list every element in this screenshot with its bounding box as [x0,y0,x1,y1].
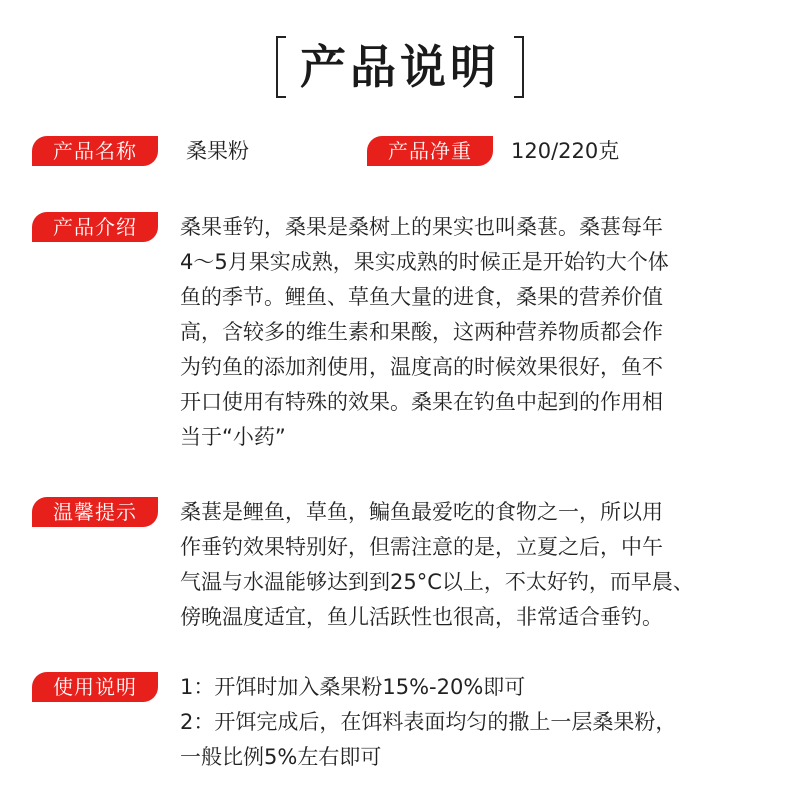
intro-line: 为钓鱼的添加剂使用，温度高的时候效果很好，鱼不 [180,355,663,379]
product-weight-badge: 产品净重 [367,136,493,166]
product-name-value: 桑果粉 [186,139,249,163]
tips-text [180,495,770,635]
tips-line: 傍晚温度适宜，鱼儿活跃性也很高，非常适合垂钓。 [180,605,663,629]
intro-line: 当于“小药” [180,425,286,449]
intro-line: 开口使用有特殊的效果。桑果在钓鱼中起到的作用相 [180,390,663,414]
product-intro-badge: 产品介绍 [32,212,158,242]
product-intro-text [180,210,770,455]
intro-line: 4～5月果实成熟，果实成熟的时候正是开始钓大个体 [180,250,669,274]
page-header [0,32,800,102]
usage-line: 1：开饵时加入桑果粉15%-20%即可 [180,675,526,699]
usage-badge: 使用说明 [32,672,158,702]
tips-badge: 温馨提示 [32,497,158,527]
title-right-bracket [514,36,524,98]
intro-line: 高，含较多的维生素和果酸，这两种营养物质都会作 [180,320,663,344]
title-left-bracket [276,36,286,98]
product-weight-value: 120/220克 [511,139,620,163]
intro-line: 桑果垂钓，桑果是桑树上的果实也叫桑葚。桑葚每年 [180,215,663,239]
usage-line: 2：开饵完成后，在饵料表面均匀的撒上一层桑果粉， [180,710,677,734]
tips-line: 桑葚是鲤鱼，草鱼，鳊鱼最爱吃的食物之一，所以用 [180,500,663,524]
tips-line: 作垂钓效果特别好，但需注意的是，立夏之后，中午 [180,535,663,559]
page-title: 产品说明 [300,40,500,94]
tips-line: 气温与水温能够达到到25°C以上，不太好钓，而早晨、 [180,570,694,594]
usage-text [180,670,770,775]
intro-line: 鱼的季节。鲤鱼、草鱼大量的进食，桑果的营养价值 [180,285,663,309]
product-name-badge: 产品名称 [32,136,158,166]
usage-line: 一般比例5%左右即可 [180,745,382,769]
